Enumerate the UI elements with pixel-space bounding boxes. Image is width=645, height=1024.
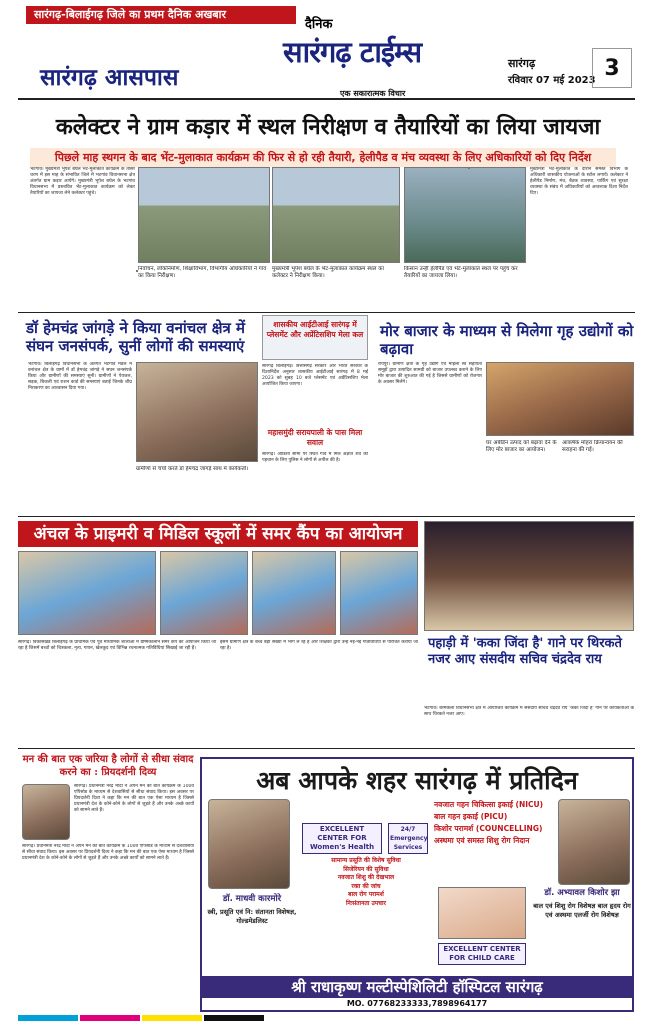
hospital-phone: MO. 07768233333,7898964177 <box>346 999 488 1008</box>
camp-photo-3 <box>252 551 336 635</box>
story4-caption-1: घर अंबेडिन उत्पाद को बढ़ावा देने के लिए मोर बाजार का आयोजन। <box>486 440 557 453</box>
doctor2-name: डॉ. अभ्यावल किशोर झा <box>544 888 620 898</box>
lead-photo-3 <box>404 167 526 263</box>
masthead-rule <box>18 98 635 100</box>
lead-photo-spacer-2 <box>468 167 470 169</box>
story7-headline: मन की बात एक जरिया है लोगों से सीधा संवाद करने का : प्रियदर्शनी दिव्य <box>22 754 194 778</box>
story2-caption: ग्रामीणों से चर्चा करते डॉ हेमचंद्र जांगड़े साथ में कार्यकर्ता। <box>136 466 249 472</box>
story2-headline: डॉ हेमचंद्र जांगड़े ने किया वनांचल क्षेत्र में संघन जनसंपर्क, सुनीं लोगों की समस्याएं <box>26 319 245 355</box>
story3-subheadline: महासमुंदी सरायपाली के पास मिला सवाल <box>267 428 363 447</box>
lead-headline: कलेक्टर ने ग्राम कड़ार में स्थल निरीक्षण व तैयारियों का लिया जायजा <box>55 114 601 140</box>
hospital-name: श्री राधाकृष्ण मल्टीस्पेशिलिटी हॉस्पिटल सारंगढ़ <box>202 976 632 998</box>
lead-photo-1 <box>138 167 270 263</box>
print-color-bar-black <box>204 1015 264 1021</box>
story3-body2: सारंगढ़। ओडिशा सीमा पर स्थित गांव में मिले अज्ञात शव की पहचान के लिए पुलिस ने लोगों से अपील की है। <box>262 452 368 463</box>
story5-headline: अंचल के प्राइमरी व मिडिल स्कूलों में समर कैंप का आयोजन <box>18 521 418 547</box>
story6-body: भटगांव। बरमकेला विधानसभा क्षेत्र में आयोजित कार्यक्रम में संसदीय सचिव चंद्रदेव राय 'कका जिंदा है' गाने पर कार्यकर्ताओं के साथ थिरकते नजर आए। <box>424 706 634 717</box>
story4-body: रायपुर। ग्रामीण क्षेत्रों के गृह उद्योग एवं महिला स्व सहायता समूहों द्वारा उत्पादित सामग्री को बाजार उपलब्ध कराने के लिए मोर बाजार की शुरुआत की गई है जिससे ग्रामीणों को रोजगार के अवसर मिलेंगे। <box>378 362 482 385</box>
story7-portrait <box>22 784 70 840</box>
story5-body: सारंगढ़। विकासखंड बिलाईगढ़ के प्राथमिक एवं पूर्व माध्यमिक शालाओं में ग्रीष्मकालीन समर कैंप का आयोजन किया जा रहा है जिसमें बच्चों को चित्रकला, नृत्य, गायन, खेलकूद एवं विभिन्न रचनात्मक गतिविधियां सिखाई जा रही हैं। <box>18 640 216 651</box>
doctor1-name: डॉ. माधवी कारमोरे <box>222 894 282 904</box>
story7-body-cont: सारंगढ़। प्रधानमंत्री नरेंद्र मोदी ने अपने मन की बात कार्यक्रम के 100वें एपिसोड के माध्यम से देशवासियों से सीधा संवाद किया। इस अवसर पर प्रियदर्शनी दिव्य ने कहा कि मन की बात एक ऐसा माध्यम है जिससे प्रधानमंत्री देश के कोने-कोने के लोगों से जुड़ते हैं और उनके अच्छे कार्यों को सामने लाते हैं। <box>22 844 194 861</box>
mid-rule <box>18 516 635 517</box>
facility-point: सिजेरियन की सुविधा <box>343 865 389 873</box>
story4-photo-1 <box>486 362 634 436</box>
facility-point: सामान्य प्रसूति की विशेष सुविधा <box>331 857 401 864</box>
camp-photo-2 <box>160 551 248 635</box>
print-color-bar-yellow <box>142 1015 202 1021</box>
itiplacement-box: शासकीय आईटीआई सारंगढ़ में प्लेसमेंट और अप्रेंटिसशिप मेला कल <box>262 315 368 360</box>
doctor2-qual: बाल एवं शिशु रोग विशेषज्ञ बाल हृदय रोग एवं अस्थमा एलर्जी रोग विशेषज्ञ <box>533 902 631 919</box>
facility-point: बाल रोग परामर्श <box>348 891 384 898</box>
lead-caption-1: निर्वाचन, लोकनिर्माण, शिक्षाविभाग, विभागीय अधिकारियों ने गांव का किया निरीक्षण। <box>138 266 267 279</box>
section-name: सारंगढ़ आसपास <box>40 64 179 91</box>
print-color-bar-magenta <box>80 1015 140 1021</box>
story6-photo <box>424 521 634 631</box>
daily-label: दैनिक <box>305 17 333 32</box>
lead-caption-2: मुख्यमंत्री भूपेश बघेल के भेंट-मुलाकात कार्यक्रम स्थल का कलेक्टर ने निरीक्षण किया। <box>272 266 384 279</box>
service-item: किशोर परामर्श (COUNCELLING) <box>434 824 543 833</box>
lead-photo-2 <box>272 167 400 263</box>
print-color-bar-cyan <box>18 1015 78 1021</box>
masthead-banner: सारंगढ़-बिलाईगढ़ जिले का प्रथम दैनिक अखबार <box>26 6 296 24</box>
edition-city: सारंगढ़ <box>508 57 536 70</box>
baby-photo <box>438 887 526 939</box>
lead-rule <box>18 312 635 313</box>
doctor1-qual: स्त्री, प्रसूति एवं नि: संतानता विशेषज्ञ, गोल्डमेडलिस्ट <box>207 908 297 925</box>
service-item: बाल गहन इकाई (PICU) <box>434 812 508 821</box>
service-item: अस्थमा एवं समस्त शिशु रोग निदान <box>434 836 530 845</box>
doctor1-photo <box>208 799 290 889</box>
services-list <box>434 799 558 847</box>
story7-body: सारंगढ़। प्रधानमंत्री नरेंद्र मोदी ने अपने मन की बात कार्यक्रम के 100वें एपिसोड के माध्यम से देशवासियों से सीधा संवाद किया। इस अवसर पर प्रियदर्शनी दिव्य ने कहा कि मन की बात एक ऐसा माध्यम है जिससे प्रधानमंत्री देश के कोने-कोने के लोगों से जुड़ते हैं और उनके अच्छे कार्यों को सामने लाते हैं। <box>74 784 194 813</box>
ad-title: अब आपके शहर सारंगढ़ में प्रतिदिन <box>256 766 578 795</box>
edition-date: रविवार 07 मई 2023 <box>508 75 596 86</box>
story4-caption-2: आकर्षक मोहरा क्रियान्वयन की सराहना की गई। <box>562 440 623 453</box>
doctor2-photo <box>558 799 630 885</box>
women-health-badge: EXCELLENT CENTER FOR Women's Health <box>302 823 382 854</box>
story4-headline: मोर बाजार के माध्यम से मिलेगा गृह उद्योगों को बढ़ावा <box>380 322 634 358</box>
story5-body2: इसमें ग्रामीण क्षेत्र के बच्चे बड़ी संख्या में भाग ले रहे हैं और शिक्षकों द्वारा उन्हें नई-नई गतिविधियों से परिचित कराया जा रहा है। <box>220 640 418 651</box>
lead-caption-3: किसान उन्हीं हेलीपैड एवं भेंट-मुलाकात स्थल पर पहुंच कर तैयारियों का जायजा लिया। <box>404 266 518 279</box>
hospital-ad <box>200 757 634 1012</box>
emergency-badge: 24/7 Emergency Services <box>388 823 428 854</box>
facility-point: नवजात शिशु की देखभाल <box>337 874 395 881</box>
camp-photo-4 <box>340 551 418 635</box>
page-number: 3 <box>592 48 632 88</box>
story2-body: भटगांव। बिलाईगढ़ विधानसभा के अंतर्गत भटगांव मंडल में वनांचल क्षेत्र के ग्रामों में डॉ हेमचंद्र जांगड़े ने सघन जनसंपर्क किया और ग्रामीणों की समस्याएं सुनी। ग्रामीणों ने पेयजल, सड़क, बिजली एवं राशन कार्ड की समस्याएं बताईं जिनके शीघ्र निराकरण का आश्वासन दिया गया। <box>28 362 132 391</box>
story2-photo <box>136 362 258 462</box>
story3-body: सारंगढ़ बिलाईगढ़। छत्तीसगढ़ सरकार और भारत सरकार के दिशानिर्देश अनुसार शासकीय आईटीआई सारंगढ़ में 8 मई 2023 को सुबह 10 बजे प्लेसमेंट एवं अप्रेंटिसशिप मेला आयोजित किया जाएगा। <box>262 364 368 387</box>
facility-point: निःसंतानता उपचार <box>345 899 387 907</box>
camp-photo-1 <box>18 551 156 635</box>
story6-headline: पहाड़ी में 'कका जिंदा है' गाने पर थिरकते नजर आए संसदीय सचिव चंद्रदेव राय <box>428 636 622 667</box>
paper-name: सारंगढ़ टाईम्स <box>283 35 422 69</box>
facility-point: रक्त की जांच <box>351 882 381 890</box>
child-care-badge: EXCELLENT CENTER FOR CHILD CARE <box>438 943 526 965</box>
facility-points <box>306 857 426 908</box>
lead-body: भटगांव। मुख्यमंत्री भूपेश बघेल भेंट-मुलाकात कार्यक्रम के तीसरे चरण में इस माह के संभावित जिले में भटगांव विधानसभा क्षेत्र अंतर्गत ग्राम कड़ार आयेंगे। मुख्यमंत्री भूपेश बघेल के भटगांव विधानसभा में प्रस्तावित भेंट-मुलाकात कार्यक्रम को लेकर तैयारियों का जायजा लेने कलेक्टर पहुंचे। <box>30 167 135 196</box>
tagline: एक सकारात्मक विचार <box>340 89 406 98</box>
lower-rule <box>18 748 635 749</box>
service-item: नवजात गहन चिकित्सा इकाई (NICU) <box>434 800 544 809</box>
lead-subhead: पिछले माह स्थगन के बाद भेंट-मुलाकात कार्यक्रम की फिर से हो रही तैयारी, हेलीपैड व मंच व्यवस्था के लिए अधिकारियों को दिए निर्देश <box>30 148 616 167</box>
lead-right-body: मुख्यमंत्री भेंट-मुलाकात के दौरान समस्त विभाग के अधिकारी शासकीय योजनाओं के स्टॉल लगायें। कलेक्टर ने हेलीपैड निर्माण, मंच, बैठक व्यवस्था, पार्किंग एवं सुरक्षा व्यवस्था के संबंध में अधिकारियों को आवश्यक दिशा निर्देश दिए। <box>530 167 628 196</box>
